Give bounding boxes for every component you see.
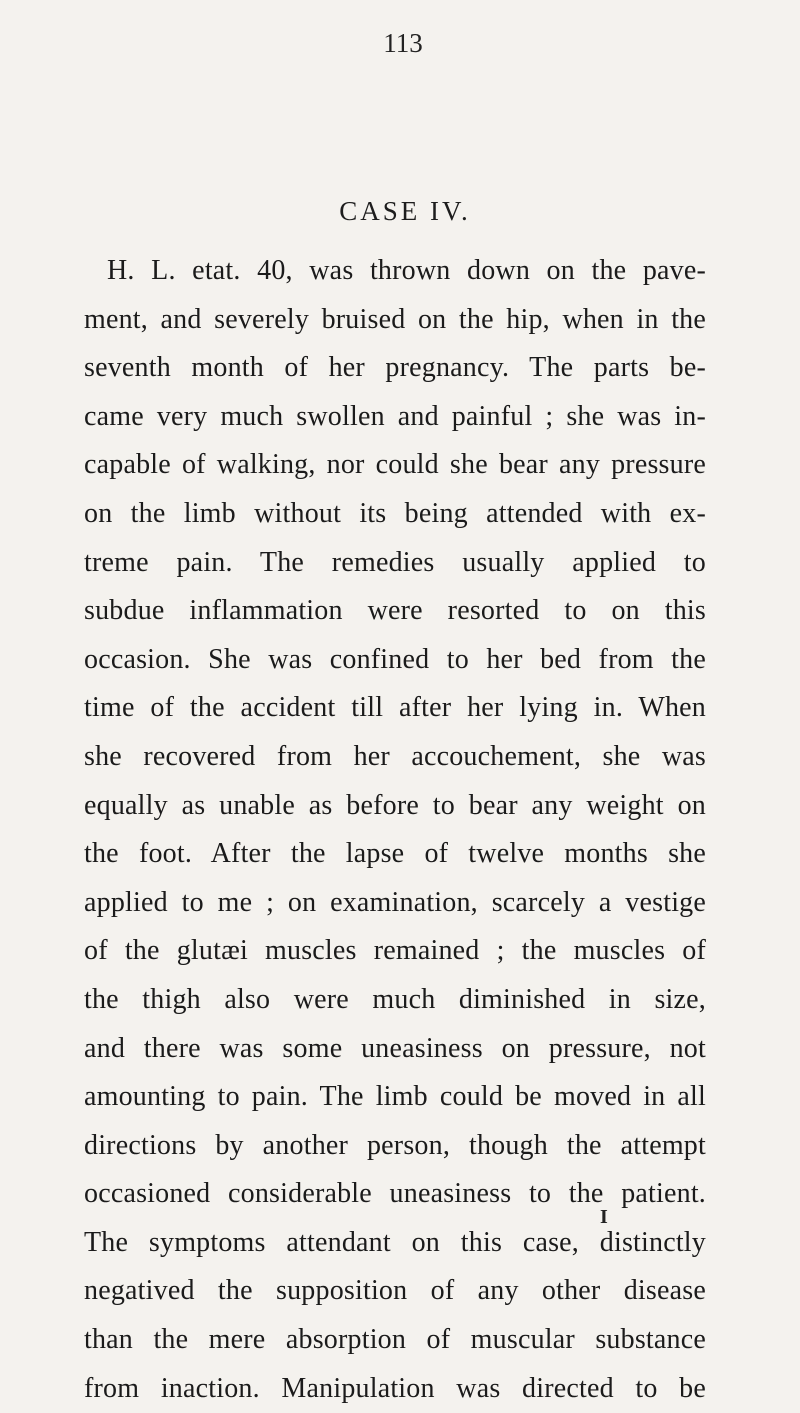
text-line: The symptoms attendant on this case, distinctly bbox=[84, 1226, 706, 1258]
text-line: occasioned considerable uneasiness to the patient. bbox=[84, 1178, 706, 1210]
text-line: the foot. After the lapse of twelve months she bbox=[84, 838, 706, 870]
page-number: 113 bbox=[383, 28, 423, 58]
text-line: and there was some uneasiness on pressure, not bbox=[84, 1032, 706, 1064]
text-line: directions by another person, though the attempt bbox=[84, 1129, 706, 1161]
text-line: on the limb without its being attended with ex- bbox=[84, 497, 706, 529]
text-line: equally as unable as before to bear any weight on bbox=[84, 789, 706, 821]
text-line: time of the accident till after her lying in. When bbox=[84, 692, 706, 724]
text-line: came very much swollen and painful ; she was in- bbox=[84, 400, 706, 432]
text-line: occasion. She was confined to her bed from the bbox=[84, 643, 706, 675]
text-line: subdue inflammation were resorted to on this bbox=[84, 595, 706, 627]
text-line: capable of walking, nor could she bear any pressure bbox=[84, 449, 706, 481]
signature-mark: I bbox=[600, 1206, 608, 1228]
text-line: H. L. etat. 40, was thrown down on the pave- bbox=[107, 255, 706, 286]
text-line: applied to me ; on examination, scarcely a vestige bbox=[84, 886, 706, 918]
text-line: she recovered from her accouchement, she was bbox=[84, 740, 706, 772]
body-text bbox=[84, 247, 706, 1413]
text-line: negatived the supposition of any other disease bbox=[84, 1275, 706, 1307]
text-line: than the mere absorption of muscular substance bbox=[84, 1324, 706, 1356]
text-line: amounting to pain. The limb could be moved in all bbox=[84, 1081, 706, 1113]
text-line: the thigh also were much diminished in size, bbox=[84, 983, 706, 1015]
case-heading: CASE IV. bbox=[339, 196, 471, 226]
text-line: ment, and severely bruised on the hip, when in the bbox=[84, 303, 706, 335]
text-line: treme pain. The remedies usually applied to bbox=[84, 546, 706, 578]
text-line: from inaction. Manipulation was directed to be bbox=[84, 1372, 706, 1404]
text-line: seventh month of her pregnancy. The parts be- bbox=[84, 352, 706, 384]
text-line: of the glutæi muscles remained ; the muscles of bbox=[84, 935, 706, 967]
